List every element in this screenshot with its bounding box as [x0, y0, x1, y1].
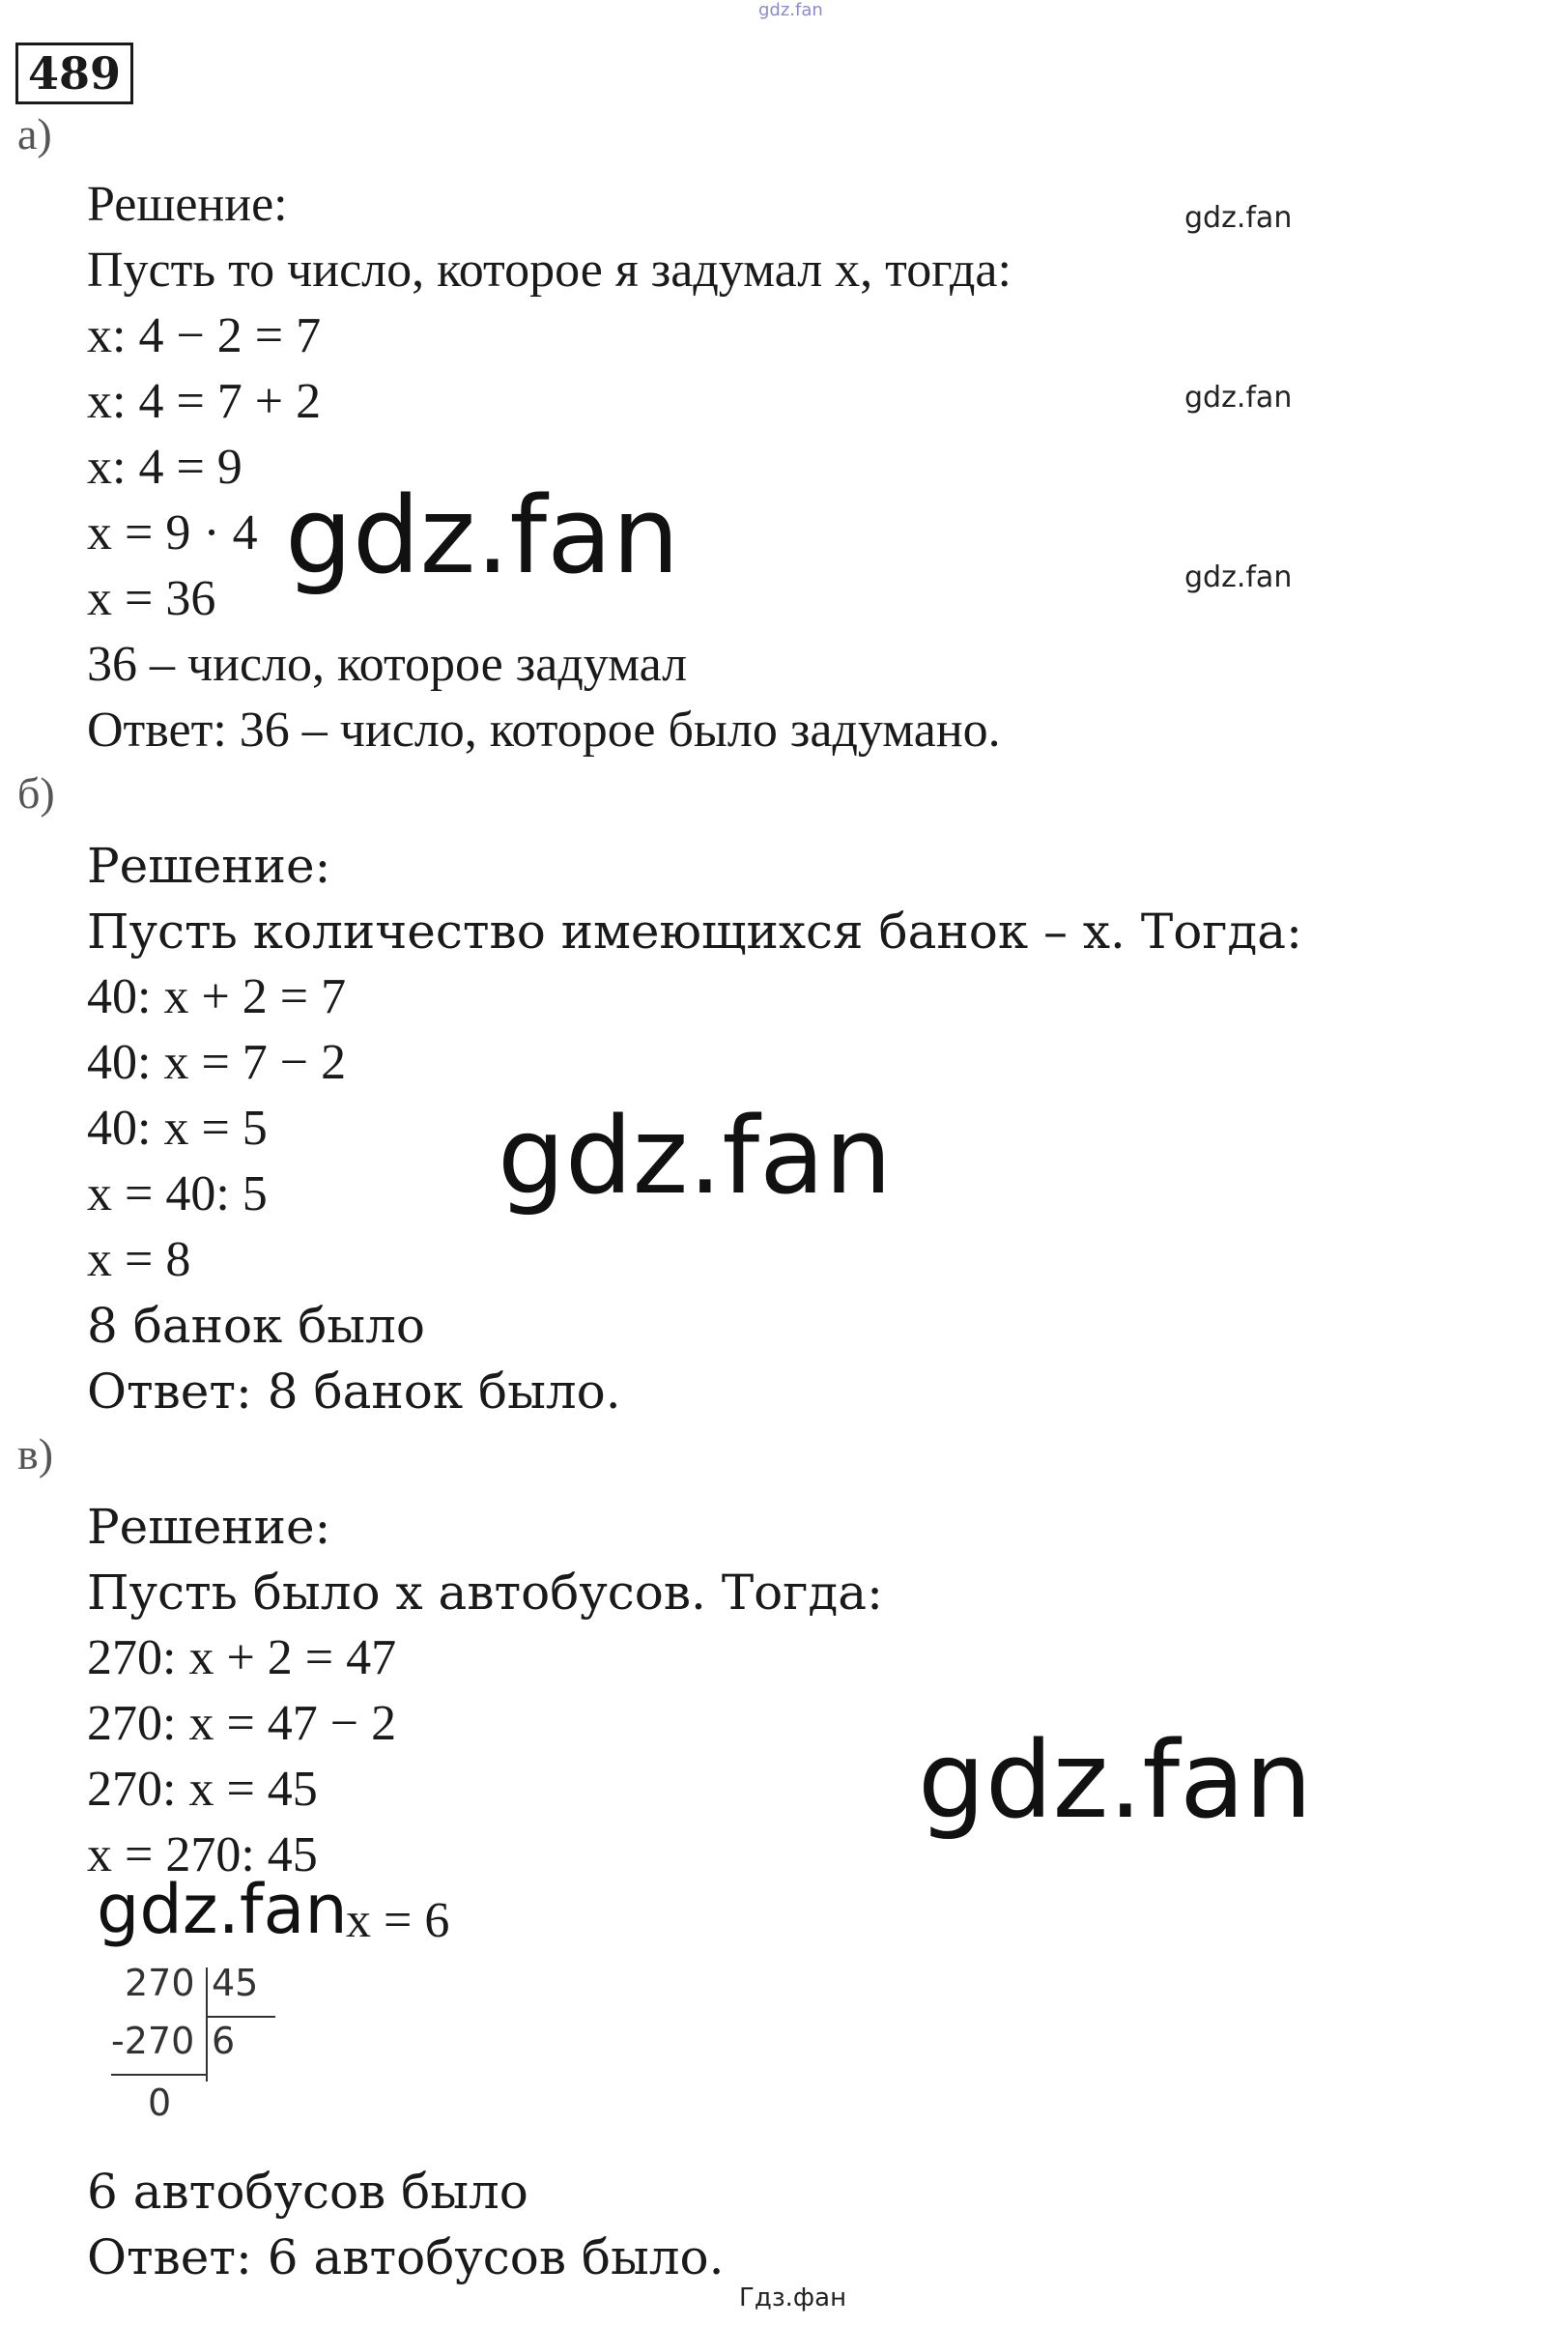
part-a-line-5: x: 4 = 9: [87, 440, 242, 495]
part-b-line-3: 40: x + 2 = 7: [87, 969, 347, 1024]
part-b-line-6: x = 40: 5: [87, 1166, 268, 1221]
division-remainder: 0: [148, 2082, 172, 2124]
part-b-line-4: 40: x = 7 − 2: [87, 1035, 347, 1090]
part-b-line-7: x = 8: [87, 1232, 191, 1287]
part-c-line-9: Ответ: 6 автобусов было.: [87, 2229, 725, 2285]
part-b-line-5: 40: x = 5: [87, 1101, 268, 1156]
division-divisor: 45: [212, 1962, 259, 2004]
part-a-line-7: x = 36: [87, 571, 216, 626]
division-vertical-line: [206, 1967, 208, 2082]
part-b-label: б): [17, 768, 55, 818]
part-b-line-9: Ответ: 8 банок было.: [87, 1364, 621, 1420]
watermark-small-2: gdz.fan: [1184, 381, 1293, 415]
part-a-line-2: Пусть то число, которое я задумал x, тогда:: [87, 243, 1012, 298]
part-b-line-2: Пусть количество имеющихся банок – x. Тогда:: [87, 904, 1302, 960]
division-subtraction-line: [111, 2074, 206, 2076]
watermark-medium: gdz.fan: [97, 1870, 348, 1949]
long-division: [111, 1962, 295, 2126]
division-divisor-underline: [208, 2016, 275, 2018]
part-a-line-4: x: 4 = 7 + 2: [87, 374, 322, 429]
part-c-label: в): [17, 1429, 54, 1479]
division-subtrahend: -270: [111, 2020, 195, 2062]
part-a-line-6: x = 9 · 4: [87, 505, 258, 560]
part-a-line-8: 36 – число, которое задумал: [87, 637, 688, 692]
watermark-big-2: gdz.fan: [498, 1094, 893, 1218]
part-a-line-3: x: 4 − 2 = 7: [87, 308, 322, 363]
part-c-line-5: 270: x = 45: [87, 1762, 318, 1817]
top-watermark: gdz.fan: [758, 0, 823, 20]
division-quotient: 6: [212, 2020, 236, 2062]
part-c-line-4: 270: x = 47 − 2: [87, 1696, 397, 1751]
watermark-small-1: gdz.fan: [1184, 201, 1293, 235]
part-c-line-3: 270: x + 2 = 47: [87, 1630, 397, 1685]
part-c-line-1: Решение:: [87, 1499, 331, 1555]
task-number: 489: [15, 43, 133, 104]
watermark-bottom: Гдз.фан: [739, 2283, 847, 2312]
division-dividend: 270: [125, 1962, 195, 2004]
watermark-big-1: gdz.fan: [285, 474, 680, 597]
part-c-line-8: 6 автобусов было: [87, 2164, 528, 2220]
watermark-big-3: gdz.fan: [918, 1718, 1313, 1842]
part-b-line-1: Решение:: [87, 838, 331, 894]
part-b-line-8: 8 банок было: [87, 1298, 425, 1354]
part-c-line-6: x = 270: 45: [87, 1827, 318, 1882]
part-a-line-1: Решение:: [87, 177, 288, 232]
part-c-line-7: x = 6: [346, 1893, 450, 1948]
part-a-line-9: Ответ: 36 – число, которое было задумано.: [87, 703, 1001, 758]
part-a-label: а): [17, 109, 52, 158]
watermark-small-3: gdz.fan: [1184, 560, 1293, 594]
part-c-line-2: Пусть было x автобусов. Тогда:: [87, 1565, 883, 1621]
